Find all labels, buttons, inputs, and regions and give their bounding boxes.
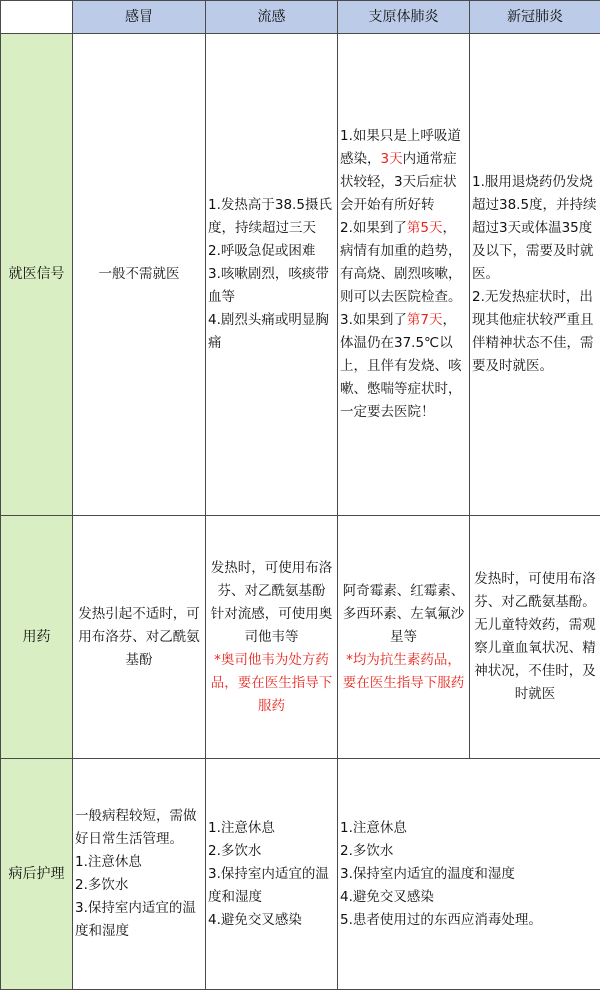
signal-covid-item: 2.无发热症状时，出现其他症状较严重且伴精神状态不佳，需要及时就医。	[472, 289, 594, 374]
care-merged-item: 1.注意休息	[340, 819, 407, 836]
med-flu-note: *奥司他韦为处方药品，要在医生指导下服药	[210, 651, 333, 714]
care-flu-item: 1.注意休息	[208, 819, 275, 836]
corner-cell	[1, 1, 73, 34]
highlight-day: 3天	[380, 151, 403, 167]
care-merged-item: 5.患者使用过的东西应消毒处理。	[340, 911, 542, 928]
highlight-day: 第5天	[406, 220, 443, 236]
signal-covid-item: 1.服用退烧药仍发烧超过38.5度，并持续超过3天或体温35度及以下，需要及时就医。	[472, 174, 597, 282]
header-covid: 新冠肺炎	[470, 1, 600, 34]
care-flu-item: 4.避免交叉感染	[208, 911, 302, 928]
care-merged-item: 4.避免交叉感染	[340, 888, 434, 905]
med-myco-note: *均为抗生素药品，要在医生指导下服药	[342, 651, 465, 691]
care-flu-item: 2.多饮水	[208, 842, 262, 859]
text: 3.如果到了	[340, 312, 407, 328]
text: 2.如果到了	[340, 220, 407, 236]
text: 1.如果只是上呼吸道感染，	[340, 128, 461, 167]
care-myco-covid	[338, 759, 600, 990]
signal-flu-item: 3.咳嗽剧烈，咳痰带血等	[208, 266, 329, 305]
header-row	[1, 1, 600, 34]
row-medication	[1, 516, 600, 759]
row-label-signal: 就医信号	[1, 34, 73, 516]
header-mycoplasma: 支原体肺炎	[338, 1, 470, 34]
highlight-day: 第7天	[406, 312, 443, 328]
med-flu-text: 发热时，可使用布洛芬、对乙酰氨基酚	[210, 559, 333, 599]
signal-cold: 一般不需就医	[73, 34, 206, 516]
text: 内通常症状较轻，3天后症状会开始有所好转	[340, 151, 457, 213]
header-cold: 感冒	[73, 1, 206, 34]
med-covid-text: 发热时，可使用布洛芬、对乙酰氨基酚。	[474, 571, 596, 610]
med-covid-text: 无儿童特效药，需观察儿童血氧状况、精神状况，不佳时，及时就医	[474, 617, 596, 702]
med-cold: 发热引起不适时，可用布洛芬、对乙酰氨基酚	[73, 516, 206, 759]
signal-flu	[206, 34, 338, 516]
signal-myco-item-1	[340, 125, 467, 217]
row-aftercare	[1, 759, 600, 990]
med-flu	[206, 516, 338, 759]
text: ，体温仍在37.5℃以上，且伴有发烧、咳嗽、憋喘等症状时，一定要去医院！	[340, 312, 462, 420]
header-flu: 流感	[206, 1, 338, 34]
signal-covid	[470, 34, 600, 516]
care-cold-item: 1.注意休息	[75, 854, 142, 870]
row-label-med: 用药	[1, 516, 73, 759]
care-cold-item: 3.保持室内适宜的温度和湿度	[75, 900, 196, 939]
signal-myco-item-3	[340, 309, 467, 424]
care-flu	[206, 759, 338, 990]
signal-flu-item: 4.剧烈头痛或明显胸痛	[208, 312, 329, 351]
med-flu-text: 针对流感，可使用奥司他韦等	[210, 605, 333, 645]
med-myco-text: 阿奇霉素、红霉素、多西环素、左氧氟沙星等	[342, 582, 465, 645]
signal-myco-item-2	[340, 217, 467, 309]
med-covid	[470, 516, 600, 759]
row-medical-signal	[1, 34, 600, 516]
signal-mycoplasma	[338, 34, 470, 516]
med-mycoplasma	[338, 516, 470, 759]
signal-flu-item: 2.呼吸急促或困难	[208, 243, 316, 259]
care-cold	[73, 759, 206, 990]
care-merged-item: 3.保持室内适宜的温度和湿度	[340, 865, 515, 882]
care-cold-item: 2.多饮水	[75, 877, 129, 893]
care-cold-item: 一般病程较短，需做好日常生活管理。	[75, 808, 197, 847]
care-merged-item: 2.多饮水	[340, 842, 394, 859]
care-flu-item: 3.保持室内适宜的温度和湿度	[208, 865, 329, 905]
text: ，病情有加重的趋势，有高烧、剧烈咳嗽，则可以去医院检查。	[340, 220, 462, 305]
signal-flu-item: 1.发热高于38.5摄氏度，持续超过三天	[208, 197, 332, 236]
row-label-care: 病后护理	[1, 759, 73, 990]
